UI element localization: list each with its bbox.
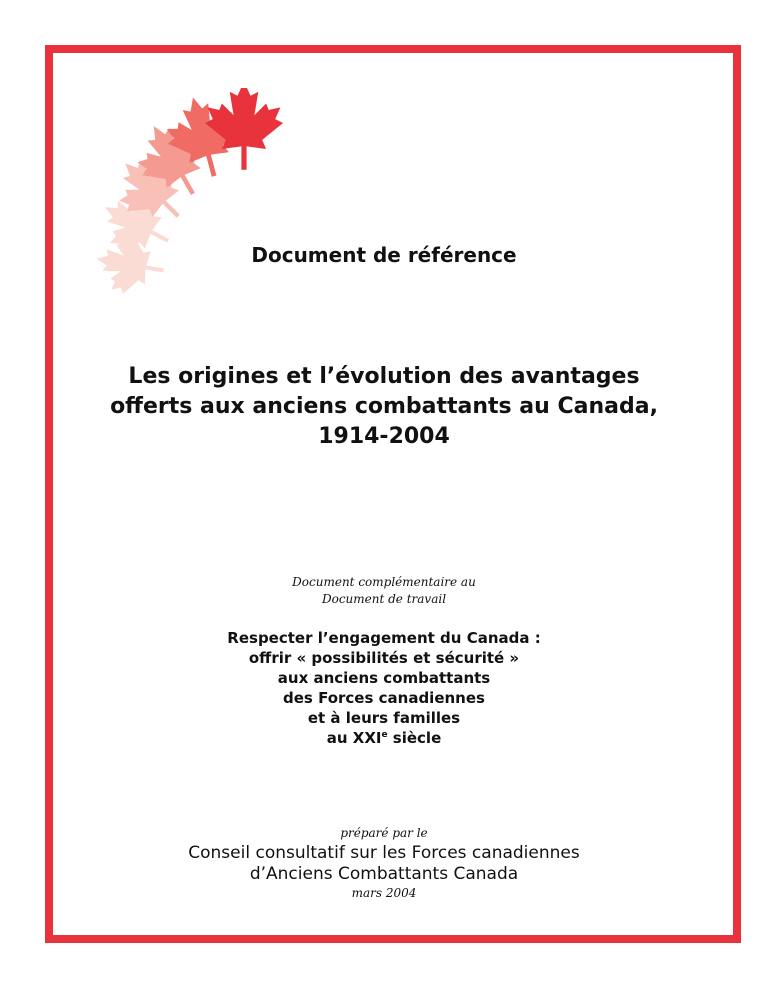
subtitle-line: offrir « possibilités et sécurité » (248, 649, 520, 667)
companion-line: Document de travail (321, 592, 447, 606)
council-name (0, 843, 768, 885)
main-title (0, 362, 768, 452)
century-prefix: au XXI (326, 729, 382, 747)
century-suffix: siècle (387, 729, 442, 747)
subtitle-line: aux anciens combattants (277, 669, 491, 687)
council-line: Conseil consultatif sur les Forces canadiennes (188, 843, 580, 863)
document-type-label: Document de référence (251, 243, 517, 267)
subtitle-line: et à leurs familles (307, 709, 461, 727)
prepared-by-label: préparé par le (340, 826, 428, 840)
subtitle (0, 628, 768, 748)
companion-line: Document complémentaire au (292, 575, 476, 589)
publication-date: mars 2004 (351, 886, 417, 900)
main-title-line: Les origines et l’évolution des avantages (128, 364, 640, 389)
subtitle-line (0, 728, 768, 748)
maple-leaf-icon (205, 88, 283, 170)
subtitle-line: des Forces canadiennes (283, 689, 485, 707)
council-line: d’Anciens Combattants Canada (249, 864, 519, 884)
companion-note (0, 574, 768, 608)
maple-leaf-logo (96, 88, 326, 318)
century-superscript: e (381, 730, 388, 740)
subtitle-line: Respecter l’engagement du Canada : (227, 629, 541, 647)
main-title-line: offerts aux anciens combattants au Canada, (110, 394, 658, 419)
main-title-line: 1914-2004 (318, 424, 450, 449)
